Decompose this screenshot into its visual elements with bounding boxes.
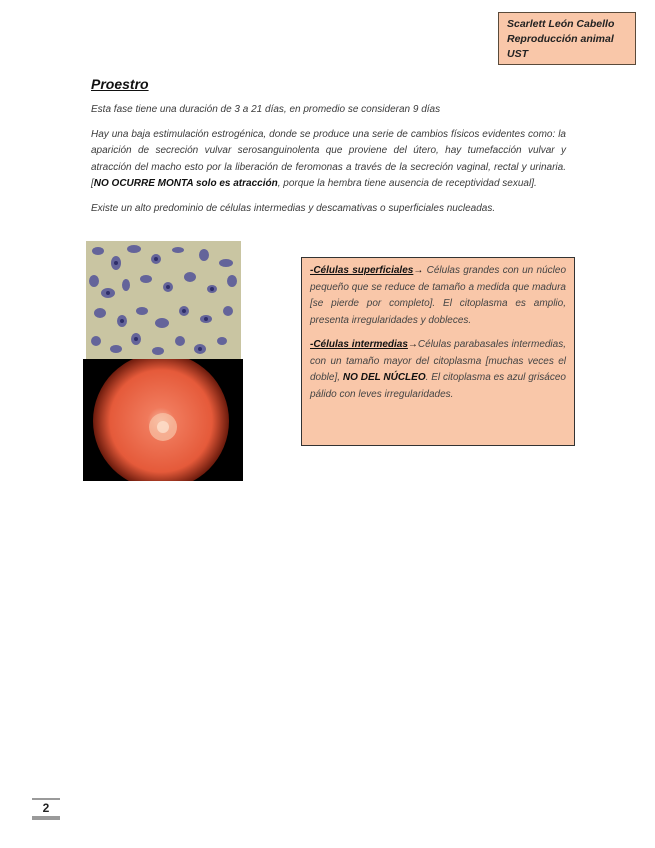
institution-name: UST (507, 48, 528, 60)
cell-types-box (301, 257, 575, 446)
author-info-box (498, 12, 636, 65)
description-start: Hay una baja estimulación estrogénica, donde se produce una serie de cambios físicos evidentes como: la aparición de secreción vulvar serosanguinolenta que proviene del útero, hay tumefacción vulvar y atracción del macho esto por la liberación de feromonas a través de la secreción vaginal, rectal y urinaria. [ (91, 128, 566, 189)
description-bold: NO OCURRE MONTA solo es atracción (93, 178, 278, 189)
course-name: Reproducción animal (507, 33, 614, 45)
cells-intro-paragraph: Existe un alto predominio de células intermedias y descamativas o superficiales nucleadas. (91, 202, 496, 214)
intermediate-cells-term: -Células intermedias (310, 339, 408, 350)
superficial-cells-term: -Células superficiales (310, 265, 414, 276)
section-title: Proestro (91, 76, 149, 92)
author-name: Scarlett León Cabello (507, 18, 615, 30)
microscope-field-image (83, 359, 243, 481)
intermediate-cells-bold: NO DEL NÚCLEO (342, 372, 426, 383)
description-paragraph (91, 127, 566, 193)
description-end: , porque la hembra tiene ausencia de receptividad sexual]. (277, 178, 537, 189)
intermediate-cells-text-start: Células parabasales intermedias, con un tamaño mayor del citoplasma [muchas veces el doble], (310, 339, 566, 383)
intermediate-cells-paragraph (310, 337, 566, 403)
main-content (91, 76, 566, 225)
page-number: 2 (32, 798, 60, 820)
duration-paragraph: Esta fase tiene una duración de 3 a 21 días, en promedio se consideran 9 días (91, 104, 441, 115)
arrow-icon: → (413, 265, 424, 276)
intermediate-cells-text-end: . El citoplasma es azul grisáceo pálido con leves irregularidades. (310, 372, 566, 400)
cytology-smear-image (86, 241, 241, 359)
arrow-icon: → (407, 339, 418, 350)
superficial-cells-text: Células grandes con un núcleo pequeño que se reduce de tamaño a medida que madura [se pierde por completo]. El citoplasma es amplio, presenta irregularidades y dobleces. (310, 265, 567, 326)
superficial-cells-paragraph (310, 263, 566, 329)
